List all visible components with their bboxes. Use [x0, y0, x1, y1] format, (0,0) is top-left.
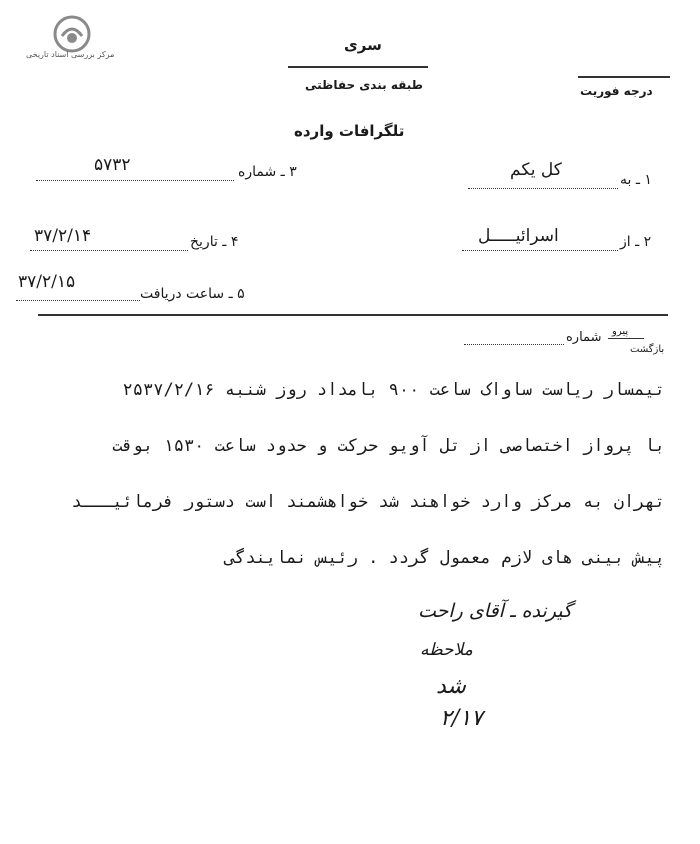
header-separator: [38, 314, 668, 316]
from-value: اسرائیـــــل: [478, 226, 559, 246]
secret-label: سری: [344, 36, 382, 54]
handwritten-note-1: ملاحظه: [420, 640, 473, 660]
document-title: تلگرافات وارده: [294, 122, 405, 140]
ref-label: شماره: [566, 330, 602, 345]
received-value: ۳۷/۲/۱۵: [18, 272, 76, 292]
body-line-4: پیش بینی های لازم معمول گردد . رئیس نمایندگی: [224, 548, 665, 568]
to-dots: [468, 188, 618, 189]
received-dots: [16, 300, 140, 301]
archive-caption: مرکز بررسی اسناد تاریخی: [26, 50, 115, 59]
ref-dots: [464, 344, 564, 345]
ref-pirow: پیرو: [612, 326, 629, 337]
to-label: ۱ ـ به: [620, 172, 652, 188]
handwritten-note-2: شد: [436, 674, 466, 699]
handwritten-note-3: ۲/۱۷: [440, 706, 483, 731]
from-dots: [462, 250, 618, 251]
urgency-label: درجه فوریت: [580, 84, 653, 98]
date-value: ۳۷/۲/۱۴: [34, 226, 92, 246]
date-dots: [30, 250, 188, 251]
classification-rule: [288, 66, 428, 68]
body-line-2: با پرواز اختصاصی از تل آویو حرکت و حدود ساعت ۱۵۳۰ بوقت: [112, 436, 665, 456]
ref-fraction-rule: [608, 338, 644, 339]
classification-label: طبقه بندی حفاظتی: [305, 78, 423, 92]
recipient-note: گیرنده ـ آقای راحت: [418, 600, 573, 622]
to-value: کل یکم: [510, 160, 562, 180]
number-dots: [36, 180, 234, 181]
from-label: ۲ ـ از: [620, 234, 652, 250]
received-label: ۵ ـ ساعت دریافت: [140, 286, 245, 302]
archive-seal-icon: [52, 14, 92, 54]
body-line-3: تهران به مرکز وارد خواهند شد خواهشمند است دستور فرمائیـــد: [71, 492, 665, 512]
number-value: ۵۷۳۲: [94, 155, 131, 175]
date-label: ۴ ـ تاریخ: [190, 234, 239, 250]
urgency-rule: [578, 76, 670, 78]
number-label: ۳ ـ شماره: [238, 164, 297, 180]
body-line-1: تیمسار ریاست ساواک ساعت ۹۰۰ بامداد روز شنبه ۲۵۳۷/۲/۱۶: [122, 380, 665, 400]
ref-bazgasht: بازگشت: [630, 344, 665, 355]
